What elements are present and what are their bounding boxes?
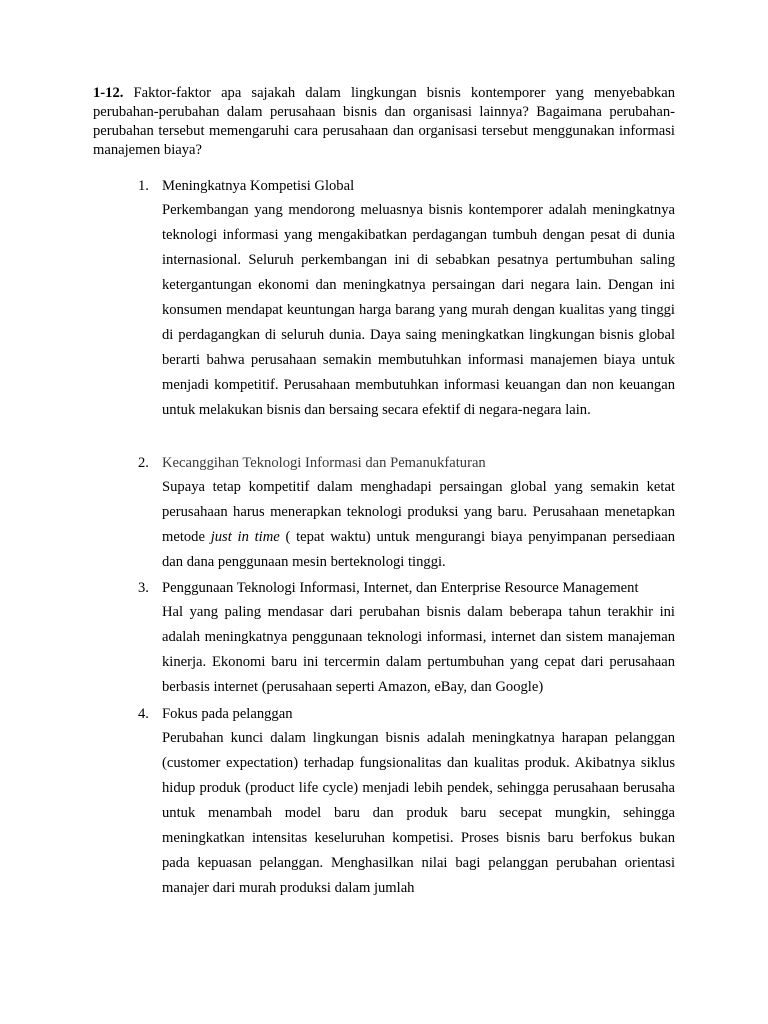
item-2-title: Kecanggihan Teknologi Informasi dan Pemanukfaturan	[162, 455, 486, 471]
item-4-title: Fokus pada pelanggan	[162, 706, 293, 722]
question-paragraph	[93, 84, 675, 160]
item-2-body-italic: just in time	[210, 529, 280, 545]
item-2-body-end: ( tepat waktu) untuk mengurangi biaya penyimpanan persediaan dan dana penggunaan mesin berteknologi tinggi.	[162, 529, 675, 570]
item-2-number: 2.	[138, 455, 149, 471]
item-3-title: Penggunaan Teknologi Informasi, Internet, dan Enterprise Resource Management	[162, 580, 639, 596]
question-number: 1-12.	[93, 85, 124, 101]
item-3-body: Hal yang paling mendasar dari perubahan bisnis dalam beberapa tahun terakhir ini adalah meningkatnya penggunaan teknologi informasi, internet dan sistem manajeman kinerja. Ekonomi baru ini tercermin dalam pertumbuhan yang cepat dari perusahaan berbasis internet (perusahaan seperti Amazon, eBay, dan Google)	[162, 604, 675, 695]
item-4-number: 4.	[138, 706, 149, 722]
question-text: Faktor-faktor apa sajakah dalam lingkungan bisnis kontemporer yang menyebabkan perubahan-perubahan dalam perusahaan bisnis dan organisasi lainnya? Bagaimana perubahan-perubahan tersebut memengaruhi cara perusahaan dan organisasi tersebut menggunakan informasi manajemen biaya?	[93, 85, 675, 158]
item-4-body: Perubahan kunci dalam lingkungan bisnis adalah meningkatnya harapan pelanggan (customer expectation) terhadap fungsionalitas dan kualitas produk. Akibatnya siklus hidup produk (product life cycle) menjadi lebih pendek, sehingga perusahaan berusaha untuk menambah model baru dan produk baru secepat mungkin, sehingga meningkatkan intensitas keseluruhan kompetisi. Proses bisnis baru berfokus bukan pada kepuasan pelanggan. Menghasilkan nilai bagi pelanggan perubahan orientasi manajer dari murah produksi dalam jumlah	[162, 730, 675, 896]
item-1-title: Meningkatnya Kompetisi Global	[162, 178, 355, 194]
item-2-body	[162, 475, 675, 575]
item-1-body: Perkembangan yang mendorong meluasnya bisnis kontemporer adalah meningkatnya teknologi informasi yang mengakibatkan perdagangan tumbuh dengan pesat di dunia internasional. Seluruh perkembangan ini di sebabkan pesatnya pertumbuhan saling ketergantungan ekonomi dan meningkatnya persaingan dari negara lain. Dengan ini konsumen mendapat keuntungan harga barang yang murah dengan kualitas yang tinggi di perdagangkan di seluruh dunia. Daya saing meningkatkan lingkungan bisnis global berarti bahwa perusahaan semakin membutuhkan informasi manajemen biaya untuk menjadi kompetitif. Perusahaan membutuhkan informasi keuangan dan non keuangan untuk melakukan bisnis dan bersaing secara efektif di negara-negara lain.	[162, 202, 675, 418]
item-3-number: 3.	[138, 580, 149, 596]
item-2-body-start: Supaya tetap kompetitif dalam menghadapi persaingan global yang semakin ketat perusahaan harus menerapkan teknologi produksi yang baru. Perusahaan menetapkan metode	[162, 479, 675, 545]
item-1-number: 1.	[138, 178, 149, 194]
